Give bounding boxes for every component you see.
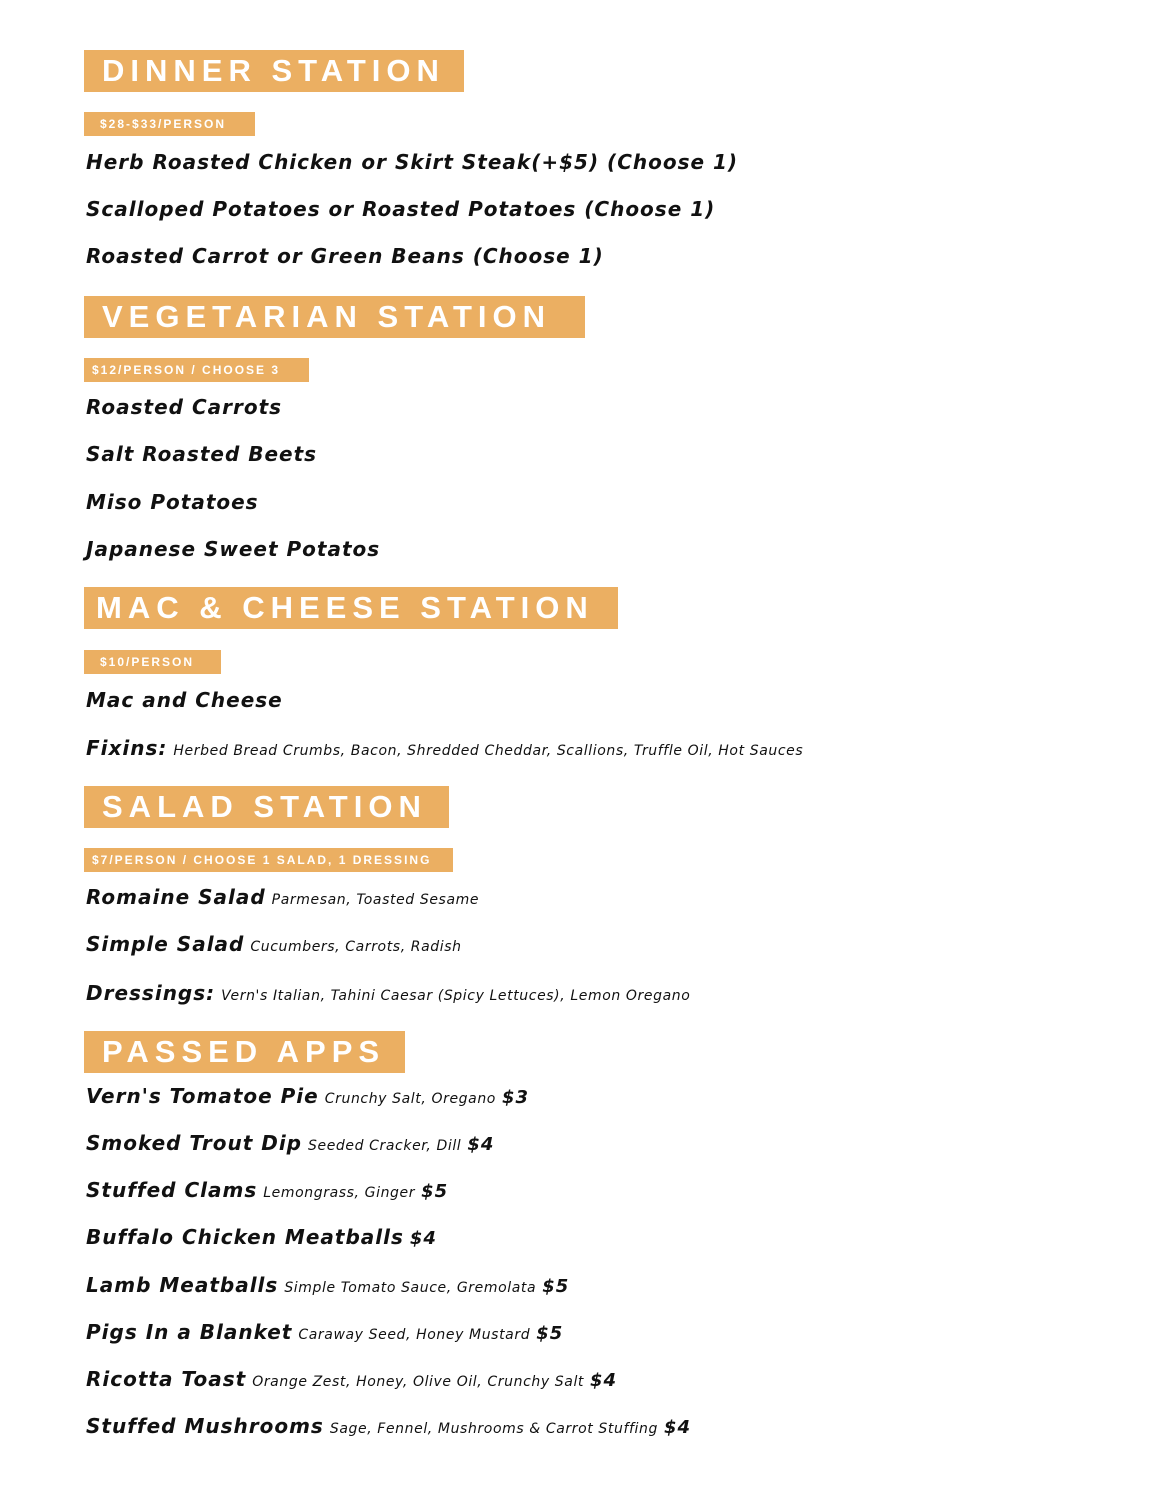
menu-item — [86, 1320, 563, 1344]
item-description: Crunchy Salt, Oregano — [324, 1091, 496, 1107]
item-name: Vern's Tomatoe Pie — [86, 1084, 319, 1108]
dressings-line — [86, 981, 690, 1005]
item-price: $3 — [501, 1087, 530, 1108]
item-description: Simple Tomato Sauce, Gremolata — [284, 1280, 537, 1296]
fixins-list: Herbed Bread Crumbs, Bacon, Shredded Cheddar, Scallions, Truffle Oil, Hot Sauces — [173, 743, 804, 759]
menu-item: Roasted Carrot or Green Beans (Choose 1) — [86, 244, 604, 268]
vegetarian-station-price: $12/PERSON / CHOOSE 3 — [84, 358, 309, 382]
menu-item: Scalloped Potatoes or Roasted Potatoes (Choose 1) — [86, 197, 716, 221]
item-price: $4 — [409, 1228, 437, 1249]
menu-item — [86, 1131, 494, 1155]
item-name: Stuffed Clams — [86, 1178, 258, 1202]
item-description: Orange Zest, Honey, Olive Oil, Crunchy Salt — [252, 1374, 585, 1390]
item-price: $5 — [536, 1323, 564, 1344]
menu-item — [86, 1178, 448, 1202]
item-price: $5 — [421, 1181, 449, 1202]
item-name: Simple Salad — [86, 932, 245, 956]
item-description: Cucumbers, Carrots, Radish — [250, 939, 462, 955]
vegetarian-station-heading: VEGETARIAN STATION — [84, 296, 585, 338]
menu-item: Roasted Carrots — [86, 395, 283, 419]
item-name: Pigs In a Blanket — [86, 1320, 293, 1344]
item-name: Lamb Meatballs — [86, 1273, 279, 1297]
dressings-list: Vern's Italian, Tahini Caesar (Spicy Lettuces), Lemon Oregano — [221, 988, 691, 1004]
fixins-label: Fixins: — [86, 736, 168, 760]
dressings-label: Dressings: — [86, 981, 216, 1005]
item-name: Smoked Trout Dip — [86, 1131, 302, 1155]
salad-station-price: $7/PERSON / CHOOSE 1 SALAD, 1 DRESSING — [84, 848, 453, 872]
menu-item — [86, 1084, 529, 1108]
menu-item: Salt Roasted Beets — [86, 442, 318, 466]
menu-item — [86, 885, 479, 909]
menu-item — [86, 1414, 691, 1438]
salad-station-heading: SALAD STATION — [84, 786, 449, 828]
menu-item — [86, 1367, 617, 1391]
menu-item: Miso Potatoes — [86, 490, 259, 514]
dinner-station-price: $28-$33/PERSON — [84, 112, 255, 136]
menu-item: Herb Roasted Chicken or Skirt Steak(+$5) (Choose 1) — [86, 150, 739, 174]
dinner-station-heading: DINNER STATION — [84, 50, 464, 92]
item-name: Romaine Salad — [86, 885, 266, 909]
menu-item — [86, 932, 462, 956]
item-price: $4 — [467, 1134, 495, 1155]
mac-cheese-station-heading: MAC & CHEESE STATION — [84, 587, 618, 629]
menu-item — [86, 1225, 437, 1249]
item-name: Stuffed Mushrooms — [86, 1414, 324, 1438]
item-name: Ricotta Toast — [86, 1367, 247, 1391]
item-name: Buffalo Chicken Meatballs — [86, 1225, 404, 1249]
menu-item: Mac and Cheese — [86, 688, 283, 712]
item-description: Caraway Seed, Honey Mustard — [298, 1327, 531, 1343]
mac-cheese-station-price: $10/PERSON — [84, 650, 221, 674]
passed-apps-heading: PASSED APPS — [84, 1031, 405, 1073]
item-price: $5 — [542, 1276, 570, 1297]
item-description: Seeded Cracker, Dill — [308, 1138, 462, 1154]
menu-item — [86, 1273, 569, 1297]
item-price: $4 — [590, 1370, 618, 1391]
menu-item: Japanese Sweet Potatos — [86, 537, 381, 561]
item-description: Lemongrass, Ginger — [263, 1185, 416, 1201]
fixins-line — [86, 736, 803, 760]
item-price: $4 — [664, 1417, 692, 1438]
item-description: Sage, Fennel, Mushrooms & Carrot Stuffing — [329, 1421, 658, 1437]
item-description: Parmesan, Toasted Sesame — [271, 892, 480, 908]
